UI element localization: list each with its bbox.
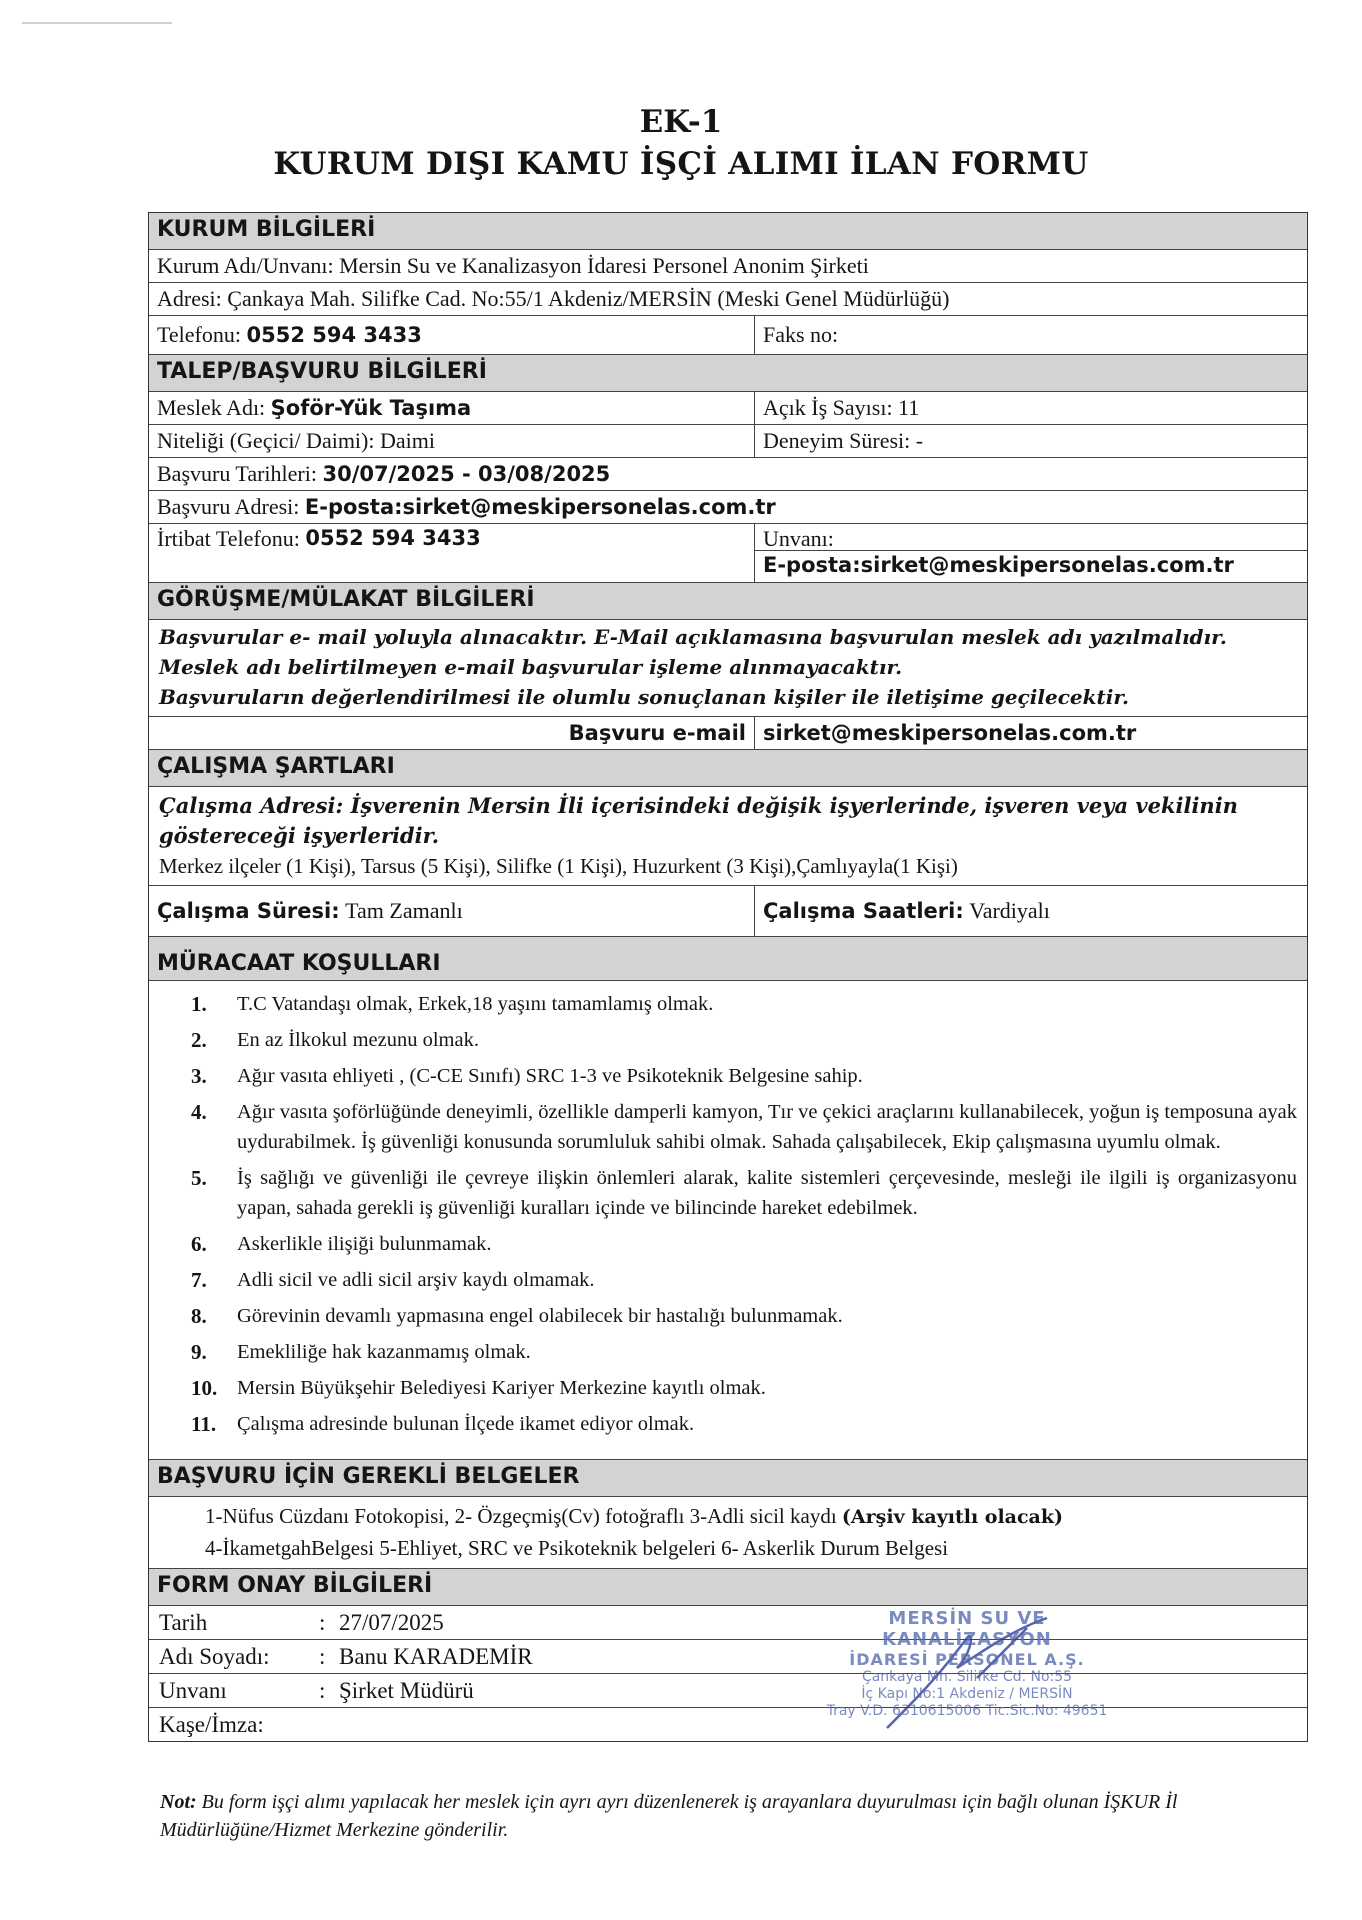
onay-unvan-value: Şirket Müdürü <box>339 1677 474 1703</box>
list-item: 1. T.C Vatandaşı olmak, Erkek,18 yaşını tamamlamış olmak. <box>191 992 714 1016</box>
meslek-value: Şoför-Yük Taşıma <box>270 396 472 420</box>
unvan-value: E-posta:sirket@meskipersonelas.com.tr <box>755 550 1307 579</box>
calisma-ilceler: Merkez ilçeler (1 Kişi), Tarsus (5 Kişi), Silifke (1 Kişi), Huzurkent (3 Kişi),Çamlıyayla(1 Kişi) <box>159 854 958 878</box>
onay-unvan-label: Unvanı <box>159 1677 227 1703</box>
list-item: 8. Görevinin devamlı yapmasına engel olabilecek bir hastalığı bulunmamak. <box>191 1304 843 1328</box>
row-onay-kase <box>149 1707 1307 1741</box>
irtibat-label: İrtibat Telefonu: <box>157 526 300 551</box>
belgeler-line-1: 1-Nüfus Cüzdanı Fotokopisi, 2- Özgeçmiş(Cv) fotoğraflı 3-Adli sicil kaydı <box>205 1504 842 1528</box>
onay-tarih-value: 27/07/2025 <box>339 1609 444 1635</box>
kurum-phone-value: 0552 594 3433 <box>246 323 422 347</box>
section-belgeler: BAŞVURU İÇİN GEREKLİ BELGELER <box>149 1459 1307 1496</box>
page-title-annex: EK-1 <box>639 104 723 140</box>
gorusme-line-2: Meslek adı belirtilmeyen e-mail başvurular işleme alınmayacaktır. <box>159 655 903 679</box>
list-item: 5. İş sağlığı ve güvenliği ile çevreye ilişkin önlemleri alarak, kalite sistemleri çerçevesinde, mesleği ile ilgili iş organizasyonu yapan, sahada gerekli iş güvenliği kuralları içinde ve bilincinde hareket edebilmek. <box>191 1166 1297 1219</box>
onay-ad-label: Adı Soyadı: <box>159 1643 270 1669</box>
section-kurum: KURUM BİLGİLERİ <box>149 213 1307 249</box>
nitelik-label: Niteliği (Geçici/ Daimi): <box>157 428 375 453</box>
onay-tarih-label: Tarih <box>159 1609 208 1635</box>
row-onay-tarih: Tarih : 27/07/2025 <box>159 1609 444 1635</box>
row-kurum-address <box>149 282 1307 315</box>
list-item: 7. Adli sicil ve adli sicil arşiv kaydı olmamak. <box>191 1268 595 1292</box>
gorusme-text <box>149 619 1307 716</box>
footer-note <box>160 1788 1310 1844</box>
row-basvuru-adresi <box>149 490 1307 523</box>
row-kurum-phone <box>149 315 1307 354</box>
row-nitelik <box>149 424 1307 457</box>
acik-is-label: Açık İş Sayısı: <box>763 395 893 420</box>
list-item: 9. Emekliliğe hak kazanmamış olmak. <box>191 1340 531 1364</box>
calisma-adres-value: İşverenin Mersin İli içerisindeki değişik işyerlerinde, işveren veya vekilinin göstereceği işyerleridir. <box>159 793 1238 848</box>
list-item: 2. En az İlkokul mezunu olmak. <box>191 1028 479 1052</box>
kurum-name-value: Mersin Su ve Kanalizasyon İdaresi Personel Anonim Şirketi <box>339 253 869 278</box>
kurum-address-label: Adresi: <box>157 286 222 311</box>
belgeler-text <box>149 1496 1307 1568</box>
basvuru-email-label: Başvuru e-mail <box>568 721 746 745</box>
basvuru-tarih-value: 30/07/2025 - 03/08/2025 <box>322 462 611 486</box>
basvuru-tarih-label: Başvuru Tarihleri: <box>157 461 317 486</box>
note-label: Not: <box>160 1791 197 1813</box>
onay-block <box>149 1605 1307 1741</box>
nitelik-value: Daimi <box>380 428 435 453</box>
deneyim-label: Deneyim Süresi: <box>763 428 911 453</box>
announcement-form <box>148 212 1308 1742</box>
row-basvuru-tarihleri <box>149 457 1307 490</box>
signature <box>817 1608 1117 1738</box>
unvan-label: Unvanı: <box>763 526 834 551</box>
muracaat-list <box>149 980 1307 1459</box>
basvuru-email-value: sirket@meskipersonelas.com.tr <box>763 721 1137 745</box>
section-talep: TALEP/BAŞVURU BİLGİLERİ <box>149 354 1307 391</box>
kurum-address-value: Çankaya Mah. Silifke Cad. No:55/1 Akdeniz/MERSİN (Meski Genel Müdürlüğü) <box>227 286 950 311</box>
kurum-name-label: Kurum Adı/Unvanı: <box>157 253 334 278</box>
calisma-saat-value: Vardiyalı <box>969 898 1050 923</box>
belgeler-arsiv-note: (Arşiv kayıtlı olacak) <box>841 1506 1064 1528</box>
section-muracaat: MÜRACAAT KOŞULLARI <box>149 936 1307 980</box>
irtibat-value: 0552 594 3433 <box>305 526 481 550</box>
row-calisma-sure <box>149 885 1307 936</box>
scan-edge-line <box>22 22 172 24</box>
list-item: 11. Çalışma adresinde bulunan İlçede ikamet ediyor olmak. <box>191 1412 695 1436</box>
calisma-sure-value: Tam Zamanlı <box>345 898 463 923</box>
row-onay-ad: Adı Soyadı: : Banu KARADEMİR <box>149 1639 1307 1673</box>
list-item: 4. Ağır vasıta şoförlüğünde deneyimli, özellikle damperli kamyon, Tır ve çekici araçlarını kullanabilecek, yoğun iş temposuna ayak uydurabilmek. İş güvenliği konusunda sorumluluk sahibi olmak. Sahada çalışabilecek, Ekip çalışmasına uyumlu olmak. <box>191 1100 1297 1153</box>
gorusme-line-1: Başvurular e- mail yoluyla alınacaktır. E-Mail açıklamasına başvurulan meslek adı yazılmalıdır. <box>159 625 1227 649</box>
section-calisma: ÇALIŞMA ŞARTLARI <box>149 749 1307 786</box>
gorusme-line-3: Başvuruların değerlendirilmesi ile olumlu sonuçlanan kişiler ile iletişime geçilecektir. <box>159 685 1129 709</box>
section-onay: FORM ONAY BİLGİLERİ <box>149 1568 1307 1605</box>
onay-kase-label: Kaşe/İmza: <box>159 1711 264 1737</box>
calisma-sure-label: Çalışma Süresi: <box>157 899 340 923</box>
list-item: 6. Askerlikle ilişiği bulunmamak. <box>191 1232 492 1256</box>
list-item: 10. Mersin Büyükşehir Belediyesi Kariyer Merkezine kayıtlı olmak. <box>191 1376 766 1400</box>
meslek-label: Meslek Adı: <box>157 395 266 420</box>
company-stamp: MERSİN SU VE KANALİZASYON İDARESİ PERSONEL A.Ş. Çankaya Mh. Silifke Cd. No:55 İç Kapı No:1 Akdeniz / MERSİN Tray V.D. 6310615006 Tic.Sic.No: 49651 <box>817 1608 1117 1738</box>
calisma-saat-label: Çalışma Saatleri: <box>763 899 964 923</box>
row-kurum-name <box>149 249 1307 282</box>
kurum-phone-label: Telefonu: <box>157 322 241 347</box>
onay-ad-value: Banu KARADEMİR <box>339 1643 533 1669</box>
acik-is-value: 11 <box>898 395 920 420</box>
basvuru-adres-label: Başvuru Adresi: <box>157 494 300 519</box>
calisma-adres <box>149 786 1307 885</box>
list-item: 3. Ağır vasıta ehliyeti , (C-CE Sınıfı) SRC 1-3 ve Psikoteknik Belgesine sahip. <box>191 1064 863 1088</box>
deneyim-value: - <box>915 428 924 453</box>
belgeler-line-2: 4-İkametgahBelgesi 5-Ehliyet, SRC ve Psikoteknik belgeleri 6- Askerlik Durum Belgesi <box>205 1536 949 1560</box>
kurum-fax-label: Faks no: <box>763 322 839 347</box>
section-gorusme: GÖRÜŞME/MÜLAKAT BİLGİLERİ <box>149 582 1307 619</box>
row-onay-unvan: Unvanı : Şirket Müdürü <box>149 1673 1307 1707</box>
row-basvuru-email <box>149 716 1307 749</box>
calisma-adres-label: Çalışma Adresi: <box>159 793 344 818</box>
note-text: Bu form işçi alımı yapılacak her meslek için ayrı ayrı düzenlenerek iş arayanlara duyurulması için bağlı olunan İŞKUR İl Müdürlüğüne/Hizmet Merkezine gönderilir. <box>160 1791 1178 1841</box>
page-title: KURUM DIŞI KAMU İŞÇİ ALIMI İLAN FORMU <box>273 146 1089 182</box>
row-meslek <box>149 391 1307 424</box>
basvuru-adres-value: E-posta:sirket@meskipersonelas.com.tr <box>304 495 776 519</box>
row-irtibat <box>149 523 1307 582</box>
